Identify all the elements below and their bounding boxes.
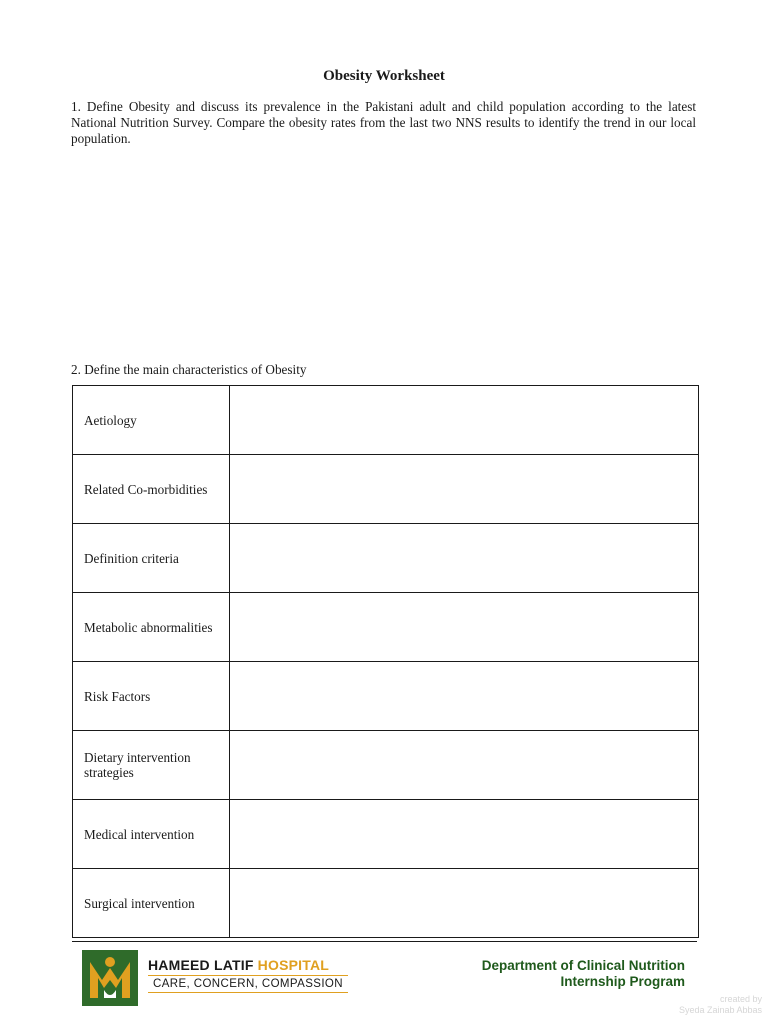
watermark-line-2: Syeda Zainab Abbas <box>678 1005 762 1015</box>
table-row <box>73 524 699 593</box>
hospital-tagline: CARE, CONCERN, COMPASSION <box>148 975 348 993</box>
row-label: Surgical intervention <box>73 869 230 938</box>
creator-watermark <box>679 994 762 1016</box>
row-label: Related Co-morbidities <box>73 455 230 524</box>
table-row <box>73 731 699 800</box>
hospital-name <box>148 957 329 973</box>
table-row <box>73 869 699 938</box>
worksheet-title: Obesity Worksheet <box>323 68 445 84</box>
answer-cell[interactable] <box>230 455 699 524</box>
question-2: 2. Define the main characteristics of Obesity <box>71 362 307 377</box>
table-row <box>73 662 699 731</box>
answer-cell[interactable] <box>230 800 699 869</box>
table-row <box>73 455 699 524</box>
hospital-name-part1: HAMEED LATIF <box>148 957 254 973</box>
program-name: Internship Program <box>560 974 685 989</box>
table-row <box>73 800 699 869</box>
characteristics-table <box>72 385 699 938</box>
row-label: Medical intervention <box>73 800 230 869</box>
answer-cell[interactable] <box>230 524 699 593</box>
table-row <box>73 386 699 455</box>
watermark-line-1: created by <box>719 994 762 1004</box>
footer-divider <box>72 941 697 942</box>
answer-cell[interactable] <box>230 869 699 938</box>
row-label: Metabolic abnormalities <box>73 593 230 662</box>
answer-cell[interactable] <box>230 386 699 455</box>
row-label: Definition criteria <box>73 524 230 593</box>
table-row <box>73 593 699 662</box>
row-label: Dietary intervention strategies <box>73 731 230 800</box>
question-1: 1. Define Obesity and discuss its prevalence in the Pakistani adult and child population according to the latest National Nutrition Survey. Compare the obesity rates from the last two NNS results to identify the trend in our local population. <box>71 99 696 146</box>
department-block <box>482 958 685 990</box>
row-label: Risk Factors <box>73 662 230 731</box>
answer-cell[interactable] <box>230 662 699 731</box>
row-label: Aetiology <box>73 386 230 455</box>
answer-cell[interactable] <box>230 593 699 662</box>
hospital-logo-icon <box>82 950 138 1006</box>
hospital-name-part2: HOSPITAL <box>257 957 330 973</box>
answer-cell[interactable] <box>230 731 699 800</box>
department-name: Department of Clinical Nutrition <box>481 958 685 973</box>
